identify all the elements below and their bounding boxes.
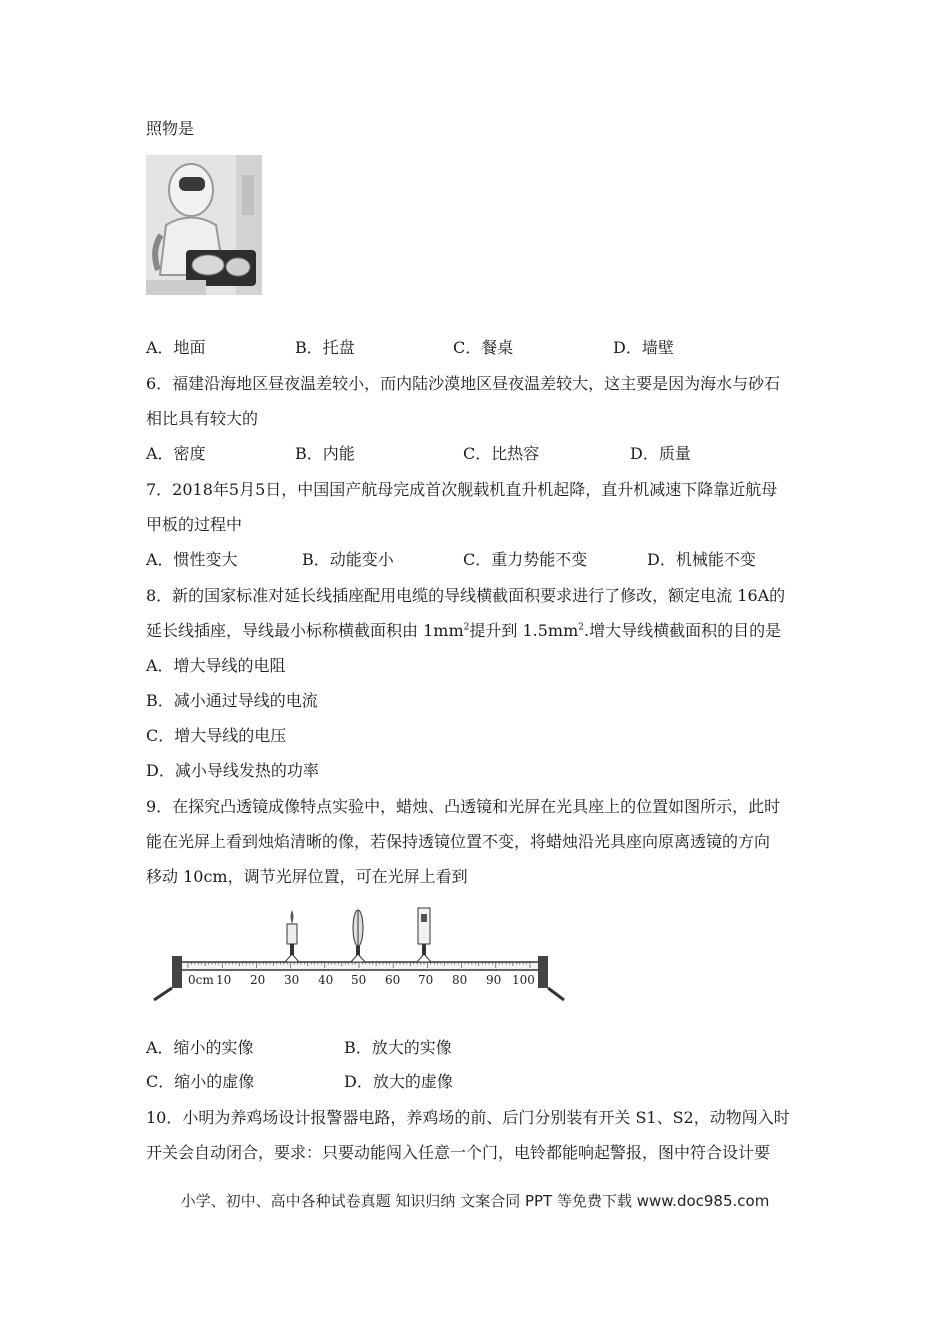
- q8-stem-line2: [146, 620, 781, 642]
- bench-left-leg: [154, 988, 172, 1000]
- q8-option-c: C．增大导线的电压: [146, 726, 287, 745]
- bench-label-40: 40: [318, 973, 334, 987]
- q7-stem-line1: 7．2018年5月5日，中国国产航母完成首次舰载机直升机起降，直升机减速下降靠近航母: [146, 480, 778, 499]
- page-footer: 小学、初中、高中各种试卷真题 知识归纳 文案合同 PPT 等免费下载 www.doc985.com: [180, 1192, 770, 1210]
- q5-option-c: C．餐桌: [453, 338, 514, 357]
- bench-label-30: 30: [284, 973, 300, 987]
- bench-label-50: 50: [351, 973, 367, 987]
- intro-text: 照物是: [146, 119, 195, 138]
- q6-stem-line1: 6．福建沿海地区昼夜温差较小，而内陆沙漠地区昼夜温差较大，这主要是因为海水与砂石: [146, 374, 781, 393]
- q8-option-a: A．增大导线的电阻: [146, 656, 286, 675]
- bench-label-60: 60: [385, 973, 401, 987]
- q6-option-d: D．质量: [630, 444, 691, 463]
- q9-stem-line1: 9．在探究凸透镜成像特点实验中，蜡烛、凸透镜和光屏在光具座上的位置如图所示，此时: [146, 797, 781, 816]
- q9-option-a: A．缩小的实像: [146, 1038, 254, 1057]
- q6-option-c: C．比热容: [463, 444, 540, 463]
- q6-option-a: A．密度: [146, 444, 206, 463]
- q8-superscript-1: 2: [463, 622, 470, 633]
- q9-option-d: D．放大的虚像: [344, 1072, 453, 1091]
- q7-option-c: C．重力势能不变: [463, 550, 588, 569]
- q7-stem-line2: 甲板的过程中: [146, 515, 243, 534]
- q6-stem-line2: 相比具有较大的: [146, 409, 259, 428]
- q5-option-a: A．地面: [146, 338, 206, 357]
- bench-label-70: 70: [418, 973, 434, 987]
- q5-option-d: D．墙壁: [613, 338, 674, 357]
- bench-right-support: [538, 956, 548, 988]
- q5-option-b: B．托盘: [295, 338, 355, 357]
- candle: [285, 910, 299, 962]
- q10-stem-line1: 10．小明为养鸡场设计报警器电路，养鸡场的前、后门分别装有开关 S1、S2，动物闯入时: [146, 1108, 790, 1127]
- q9-stem-line3: 移动 10cm，调节光屏位置，可在光屏上看到: [146, 867, 468, 886]
- q6-option-b: B．内能: [295, 444, 355, 463]
- optical-bench-diagram: [150, 900, 566, 1005]
- q9-stem-line2: 能在光屏上看到烛焰清晰的像，若保持透镜位置不变，将蜡烛沿光具座向原离透镜的方向: [146, 832, 771, 851]
- bench-label-90: 90: [486, 973, 502, 987]
- bench-label-80: 80: [452, 973, 468, 987]
- bench-label-0: 0cm: [188, 973, 214, 987]
- bench-scale-labels: [188, 973, 535, 987]
- q7-option-d: D．机械能不变: [647, 550, 756, 569]
- q10-stem-line2: 开关会自动闭合，要求：只要动能闯入任意一个门，电铃都能响起警报，图中符合设计要: [146, 1143, 771, 1162]
- q9-option-c: C．缩小的虚像: [146, 1072, 255, 1091]
- q8-stem-line2-part1: 延长线插座，导线最小标称横截面积由 1mm: [146, 621, 464, 640]
- q7-option-b: B．动能变小: [302, 550, 394, 569]
- robot-waiter-image: [146, 155, 262, 295]
- q9-option-b: B．放大的实像: [344, 1038, 452, 1057]
- q8-stem-line1: 8．新的国家标准对延长线插座配用电缆的导线横截面积要求进行了修改，额定电流 16A的: [146, 586, 786, 605]
- bench-label-10: 10: [216, 973, 232, 987]
- convex-lens: [351, 910, 365, 962]
- q8-superscript-2: 2: [578, 622, 584, 633]
- bench-right-leg: [548, 988, 564, 1000]
- bench-label-20: 20: [250, 973, 266, 987]
- light-screen: [417, 908, 431, 962]
- q8-stem-line2-part2: 提升到 1.5mm: [469, 621, 579, 640]
- bench-left-support: [172, 956, 182, 988]
- q8-stem-line2-part3: .增大导线横截面积的目的是: [583, 621, 782, 640]
- q8-option-b: B．减小通过导线的电流: [146, 691, 318, 710]
- q7-option-a: A．惯性变大: [146, 550, 238, 569]
- q8-option-d: D．减小导线发热的功率: [146, 761, 319, 780]
- bench-label-100: 100: [512, 973, 535, 987]
